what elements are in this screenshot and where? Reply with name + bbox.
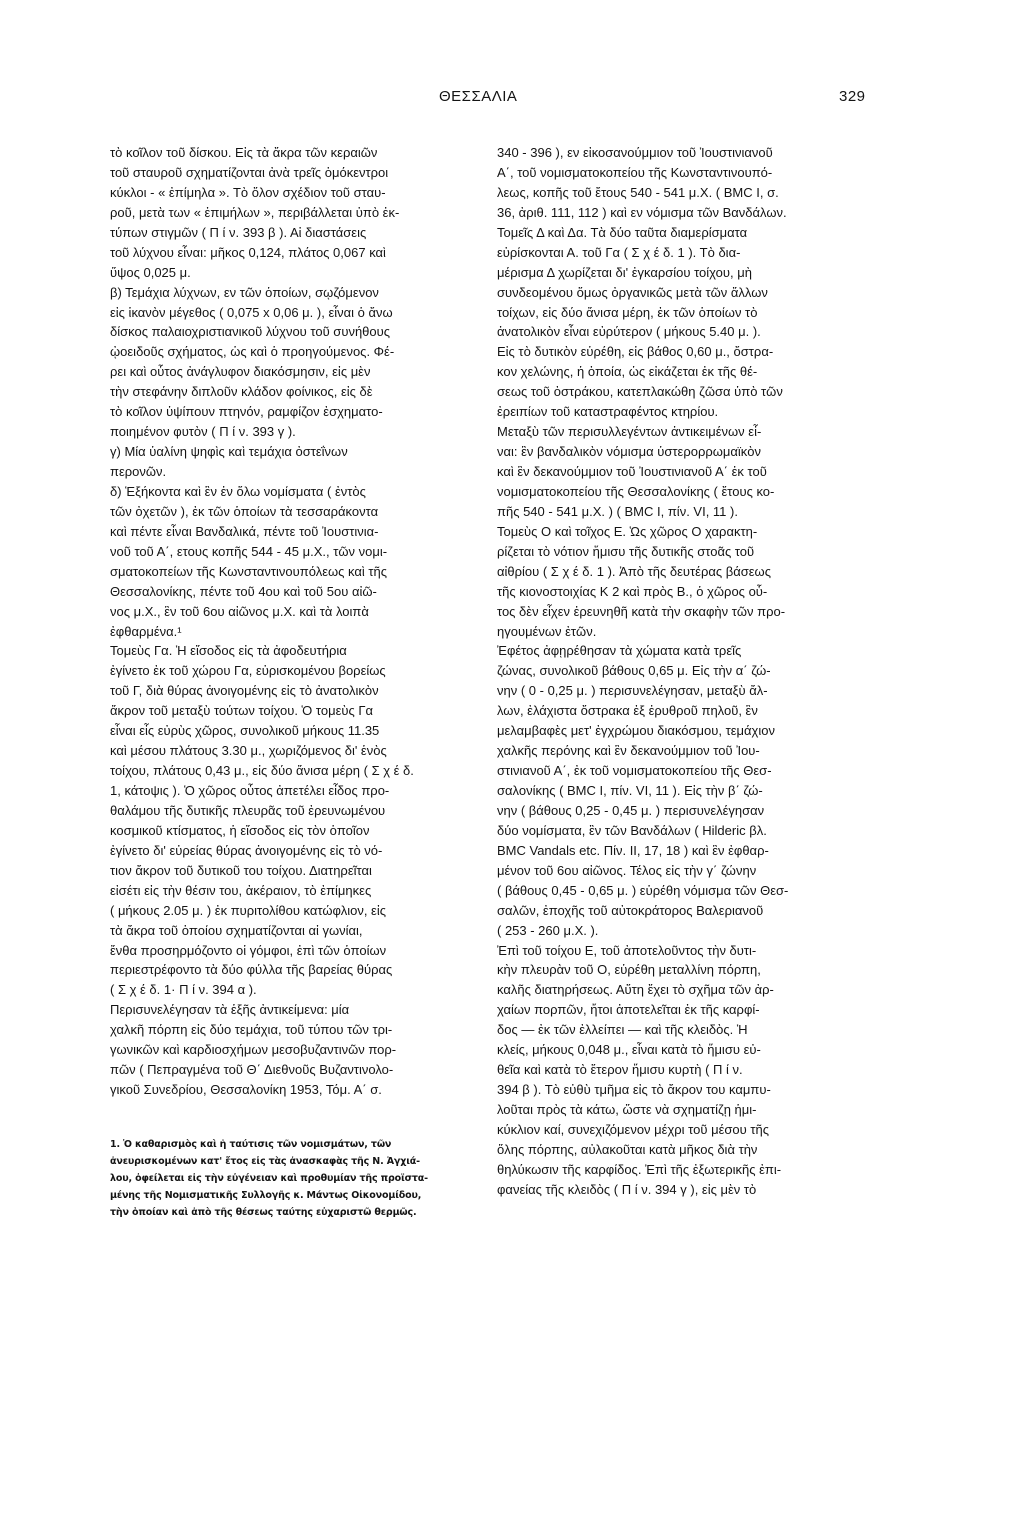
text-line: εἰς ἱκανὸν μέγεθος ( 0,075 x 0,06 μ. ), εἶναι ὁ ἄνω — [110, 304, 393, 320]
text-line: νην ( 0 - 0,25 μ. ) περισυνελέγησαν, μεταξὺ ἄλ- — [497, 683, 768, 699]
text-line: 340 - 396 ), εν εἰκοσανούμμιον τοῦ Ἰουστινιανοῦ — [497, 145, 773, 160]
text-line: γωνικῶν καὶ καρδιοσχήμων μεσοβυζαντινῶν πορ- — [110, 1042, 397, 1058]
text-line: Περισυνελέγησαν τὰ ἑξῆς ἀντικείμενα: μία — [110, 1002, 350, 1018]
text-line: ( βάθους 0,45 - 0,65 μ. ) εὑρέθη νόμισμα τῶν Θεσ- — [497, 882, 789, 898]
text-line: σεως τοῦ ὀστράκου, κατεπλακώθη ζῶσα ὑπὸ τῶν — [497, 384, 783, 400]
text-line: εὑρίσκονται Α. τοῦ Γα ( Σ χ έ δ. 1 ). Τὸ δια- — [497, 244, 741, 260]
text-line: ᾠοειδοῦς σχήματος, ὡς καὶ ὁ προηγούμενος. Φέ- — [110, 344, 395, 360]
text-line: ἄκρον τοῦ μεταξὺ τούτων τοίχου. Ὁ τομεὺς Γα — [110, 703, 374, 719]
text-line: μένον τοῦ 6ου αἰῶνος. Τέλος εἰς τὴν γ΄ ζώνην — [497, 862, 757, 878]
text-line: δίσκος παλαιοχριστιανικοῦ λύχνου τοῦ συνήθους — [110, 324, 391, 340]
text-line: χαίων πορπῶν, ἤτοι ἀποτελεῖται ἐκ τῆς καρφί- — [497, 1002, 760, 1018]
text-line: τοῦ Γ, διὰ θύρας ἀνοιγομένης εἰς τὸ ἀνατολικὸν — [110, 683, 379, 699]
footnote-gap — [110, 1100, 497, 1136]
text-line: ζώνας, συνολικοῦ βάθους 0,65 μ. Εἰς τὴν α΄ ζώ- — [497, 663, 771, 679]
left-column — [110, 143, 497, 1221]
text-line: ηγουμένων ἐτῶν. — [497, 623, 597, 639]
text-line: ( Σ χ έ δ. 1· Π ί ν. 394 α ). — [110, 982, 257, 998]
text-line: τὸ κοῖλον τοῦ δίσκου. Εἰς τὰ ἄκρα τῶν κεραιῶν — [110, 145, 378, 160]
text-line: περονῶν. — [110, 464, 167, 479]
text-line: θηλύκωσιν τῆς καρφίδος. Ἐπὶ τῆς ἐξωτερικῆς ἐπι- — [497, 1161, 782, 1177]
text-line: 1, κάτοψις ). Ὁ χῶρος οὗτος ἀπετέλει εἶδος προ- — [110, 783, 390, 798]
text-line: Τομεὺς Ο καὶ τοῖχος Ε. Ὡς χῶρος Ο χαρακτη- — [497, 523, 758, 539]
text-line: λων, ἐλάχιστα ὄστρακα ἐξ ἐρυθροῦ πηλοῦ, ἓν — [497, 703, 758, 719]
text-line: ( 253 - 260 μ.Χ. ). — [497, 922, 599, 938]
text-line: BMC Vandals etc. Πίν. II, 17, 18 ) καὶ ἓν ἐφθαρ- — [497, 842, 769, 858]
text-line: τὴν στεφάνην διπλοῦν κλάδον φοίνικος, εἰς δὲ — [110, 384, 373, 400]
footnote-line: μένης τῆς Νομισματικῆς Συλλογῆς κ. Μάντως Οἰκονομίδου, — [110, 1190, 422, 1201]
text-line: ὕψος 0,025 μ. — [110, 264, 191, 280]
running-head — [0, 88, 1024, 110]
text-line: λεως, κοπῆς τοῦ ἔτους 540 - 541 μ.Χ. ( BMC I, σ. — [497, 184, 779, 200]
text-line: τύπων στιγμῶν ( Π ί ν. 393 β ). Αἱ διαστάσεις — [110, 224, 367, 240]
text-line: Ἐπὶ τοῦ τοίχου Ε, τοῦ ἀποτελοῦντος τὴν δυτι- — [497, 942, 757, 958]
text-line: θεῖα καὶ κατὰ τὸ ἕτερον ἥμισυ κυρτὴ ( Π ί ν. — [497, 1062, 743, 1078]
text-line: ( μήκους 2.05 μ. ) ἐκ πυριτολίθου κατώφλιον, εἰς — [110, 902, 386, 918]
text-line: κλείς, μήκους 0,048 μ., εἶναι κατὰ τὸ ἥμισυ εὐ- — [497, 1042, 761, 1058]
text-line: Ἐφέτος ἀφῃρέθησαν τὰ χώματα κατὰ τρεῖς — [497, 643, 742, 659]
text-line: 394 β ). Τὸ εὐθὺ τμῆμα εἰς τὸ ἄκρον του καμπυ- — [497, 1082, 771, 1098]
text-line: μελαμβαφὲς μετ' ἐγχρώμου διακόσμου, τεμάχιον — [497, 723, 775, 739]
text-line: σαλῶν, ἐποχῆς τοῦ αὐτοκράτορος Βαλεριανοῦ — [497, 902, 764, 918]
text-line: εἰσέτι εἰς τὴν θέσιν του, ἀκέραιον, τὸ ἐπίμηκες — [110, 882, 372, 898]
text-line: ποιημένον φυτὸν ( Π ί ν. 393 γ ). — [110, 424, 296, 440]
text-line: Τομεὺς Γα. Ἡ εἴσοδος εἰς τὰ ἀφοδευτήρια — [110, 643, 347, 659]
text-line: συνδεομένου ὅμως ὀργανικῶς μετὰ τῶν ἄλλων — [497, 284, 768, 300]
text-line: κοσμικοῦ κτίσματος, ἡ εἴσοδος εἰς τὸν ὁποῖον — [110, 822, 370, 838]
text-line: τὰ ἄκρα τοῦ ὁποίου σχηματίζονται αἱ γωνίαι, — [110, 922, 363, 938]
text-line: Μεταξὺ τῶν περισυλλεγέντων ἀντικειμένων εἶ- — [497, 424, 762, 440]
text-line: νοῦ τοῦ Α΄, ετους κοπῆς 544 - 45 μ.Χ., τῶν νομι- — [110, 543, 388, 559]
text-line: τὸ κοῖλον ὑψίπουν πτηνόν, ραμφίζον ἐσχηματο- — [110, 404, 383, 420]
text-line: τιον ἄκρον τοῦ δυτικοῦ του τοίχου. Διατηρεῖται — [110, 862, 372, 878]
text-line: ἐφθαρμένα.¹ — [110, 623, 182, 639]
text-line: κον χελώνης, ἡ ὁποία, ὡς εἰκάζεται ἐκ τῆς θέ- — [497, 364, 758, 380]
text-line: ἐρειπίων τοῦ καταστραφέντος κτηρίου. — [497, 404, 719, 420]
text-line: περιεστρέφοντο τὰ δύο φύλλα τῆς βαρείας θύρας — [110, 962, 393, 978]
text-line: δος — ἐκ τῶν ἐλλείπει — καὶ τῆς κλειδὸς. Ἡ — [497, 1022, 748, 1038]
text-line: Α΄, τοῦ νομισματοκοπείου τῆς Κωνσταντινουπό- — [497, 164, 773, 180]
text-line: γικοῦ Συνεδρίου, Θεσσαλονίκη 1953, Τόμ. Α΄ σ. — [110, 1082, 382, 1098]
footnote-line: τὴν ὁποίαν καὶ ἀπὸ τῆς θέσεως ταύτης εὐχαριστῶ θερμῶς. — [110, 1207, 417, 1218]
text-line: χαλκῆς περόνης καὶ ἓν δεκανούμμιον τοῦ Ἰου- — [497, 743, 760, 759]
running-title: ΘΕΣΣΑΛΙΑ — [439, 88, 518, 105]
text-line: τοῦ σταυροῦ σχηματίζονται ἀνὰ τρεῖς ὁμόκεντροι — [110, 164, 389, 180]
text-line: εἶναι εἷς εὐρὺς χῶρος, συνολικοῦ μήκους 11.35 — [110, 723, 380, 739]
text-line: δύο νομίσματα, ἓν τῶν Βανδάλων ( Hilderic βλ. — [497, 822, 767, 838]
text-line: λοῦται πρὸς τὰ κάτω, ὥστε νὰ σχηματίζῃ ἡμι- — [497, 1102, 757, 1117]
text-line: πῶν ( Πεπραγμένα τοῦ Θ΄ Διεθνοῦς Βυζαντινολο- — [110, 1062, 394, 1078]
text-line: χαλκῆ πόρπη εἰς δύο τεμάχια, τοῦ τύπου τῶν τρι- — [110, 1022, 393, 1038]
text-line: καλῆς διατηρήσεως. Αὕτη ἔχει τὸ σχῆμα τῶν ἀρ- — [497, 982, 774, 998]
text-line: μέρισμα Δ χωρίζεται δι' ἐγκαρσίου τοίχου, μὴ — [497, 264, 752, 280]
text-line: β) Τεμάχια λύχνων, εν τῶν ὁποίων, σῳζόμενον — [110, 284, 379, 300]
text-line: στινιανοῦ Α΄, ἐκ τοῦ νομισματοκοπείου τῆς Θεσ- — [497, 763, 772, 779]
text-line: τῆς κιονοστοιχίας Κ 2 καὶ πρὸς Β., ὁ χῶρος οὗ- — [497, 583, 768, 599]
page-number: 329 — [839, 88, 866, 105]
text-line: κύκλοι - « ἐπίμηλα ». Τὸ ὅλον σχέδιον τοῦ σταυ- — [110, 184, 386, 200]
text-line: τοῦ λύχνου εἶναι: μῆκος 0,124, πλάτος 0,067 καὶ — [110, 244, 386, 260]
text-line: ρει καὶ οὗτος ἀνάγλυφον διακόσμησιν, εἰς μὲν — [110, 364, 371, 380]
text-line: γ) Μία ὑαλίνη ψηφὶς καὶ τεμάχια ὀστεΐνων — [110, 444, 348, 460]
text-line: Θεσσαλονίκης, πέντε τοῦ 4ου καὶ τοῦ 5ου αἰῶ- — [110, 583, 377, 599]
text-line: 36, ἀριθ. 111, 112 ) καὶ εν νόμισμα τῶν Βανδάλων. — [497, 204, 787, 220]
text-line: τῶν ὀχετῶν ), ἐκ τῶν ὁποίων τὰ τεσσαράκοντα — [110, 503, 379, 519]
text-line: τοίχων, εἰς δύο ἄνισα μέρη, ἐκ τῶν ὁποίων τὸ — [497, 304, 758, 320]
text-line: καὶ πέντε εἶναι Βανδαλικά, πέντε τοῦ Ἰουστινια- — [110, 523, 379, 539]
text-line: ναι: ἓν βανδαλικὸν νόμισμα ὑστερορρωμαϊκὸν — [497, 444, 762, 460]
text-line: νομισματοκοπείου τῆς Θεσσαλονίκης ( ἔτους κο- — [497, 483, 775, 499]
text-line: Εἰς τὸ δυτικὸν εὑρέθη, εἰς βάθος 0,60 μ., ὄστρα- — [497, 344, 774, 360]
footnote-line: 1. Ὁ καθαρισμὸς καὶ ἡ ταύτισις τῶν νομισμάτων, τῶν — [110, 1139, 392, 1150]
text-line: ρίζεται τὸ νότιον ἥμισυ τῆς δυτικῆς στοᾶς τοῦ — [497, 543, 755, 559]
text-line: τος δὲν εἶχεν ἐρευνηθῆ κατὰ τὴν σκαφὴν τῶν προ- — [497, 603, 786, 619]
text-line: φανείας τῆς κλειδὸς ( Π ί ν. 394 γ ), εἰς μὲν τὸ — [497, 1181, 757, 1197]
footnote-line: λου, ὀφείλεται εἰς τὴν εὐγένειαν καὶ προθυμίαν τῆς προϊστα- — [110, 1173, 428, 1184]
text-line: σαλονίκης ( BMC I, πίν. VI, 11 ). Εἰς τὴν β΄ ζώ- — [497, 783, 763, 798]
right-column — [497, 143, 867, 1200]
text-line: καὶ μέσου πλάτους 3.30 μ., χωριζόμενος δι' ἑνὸς — [110, 743, 387, 759]
text-line: ροῦ, μετὰ των « ἐπιμήλων », περιβάλλεται ὑπὸ ἐκ- — [110, 204, 400, 220]
text-line: πῆς 540 - 541 μ.Χ. ) ( BMC I, πίν. VI, 11 ). — [497, 503, 738, 519]
text-line: θαλάμου τῆς δυτικῆς πλευρᾶς τοῦ ἐρευνωμένου — [110, 802, 386, 818]
text-line: νος μ.Χ., ἓν τοῦ 6ου αἰῶνος μ.Χ. καὶ τὰ λοιπὰ — [110, 603, 369, 619]
text-line: Τομεῖς Δ καὶ Δα. Τὰ δύο ταῦτα διαμερίσματα — [497, 224, 748, 240]
text-line: δ) Ἑξήκοντα καὶ ἓν ἐν ὅλω νομίσματα ( ἐντὸς — [110, 483, 366, 499]
text-line: ἀνατολικὸν εἶναι εὐρύτερον ( μήκους 5.40 μ. ). — [497, 324, 761, 340]
footnote — [110, 1136, 497, 1221]
text-line: ἐγίνετο δι' εὐρείας θύρας ἀνοιγομένης εἰς τὸ νό- — [110, 842, 383, 858]
text-line: ἐγίνετο ἐκ τοῦ χώρου Γα, εὑρισκομένου βορείως — [110, 663, 386, 679]
text-line: αἰθρίου ( Σ χ έ δ. 1 ). Ἀπὸ τῆς δευτέρας βάσεως — [497, 563, 771, 579]
text-line: σματοκοπείων τῆς Κωνσταντινουπόλεως καὶ τῆς — [110, 563, 388, 579]
text-line: κὴν πλευρὰν τοῦ Ο, εὑρέθη μεταλλίνη πόρπη, — [497, 962, 761, 978]
text-line: κύκλιον καί, συνεχιζόμενον μέχρι τοῦ μέσου τῆς — [497, 1121, 769, 1137]
text-line: καὶ ἓν δεκανούμμιον τοῦ Ἰουστινιανοῦ Α΄ ἐκ τοῦ — [497, 464, 767, 479]
footnote-line: ἀνευρισκομένων κατ' ἔτος εἰς τὰς ἀνασκαφὰς τῆς Ν. Ἀγχιά- — [110, 1156, 420, 1167]
text-line: ὅλης πόρπης, αὐλακοῦται κατὰ μῆκος διὰ τὴν — [497, 1141, 758, 1157]
text-line: νην ( βάθους 0,25 - 0,45 μ. ) περισυνελέγησαν — [497, 802, 765, 818]
text-line: ἔνθα προσηρμόζοντο οἱ γόμφοι, ἐπὶ τῶν ὁποίων — [110, 942, 387, 958]
text-line: τοίχου, πλάτους 0,43 μ., εἰς δύο ἄνισα μέρη ( Σ χ έ δ. — [110, 763, 414, 779]
